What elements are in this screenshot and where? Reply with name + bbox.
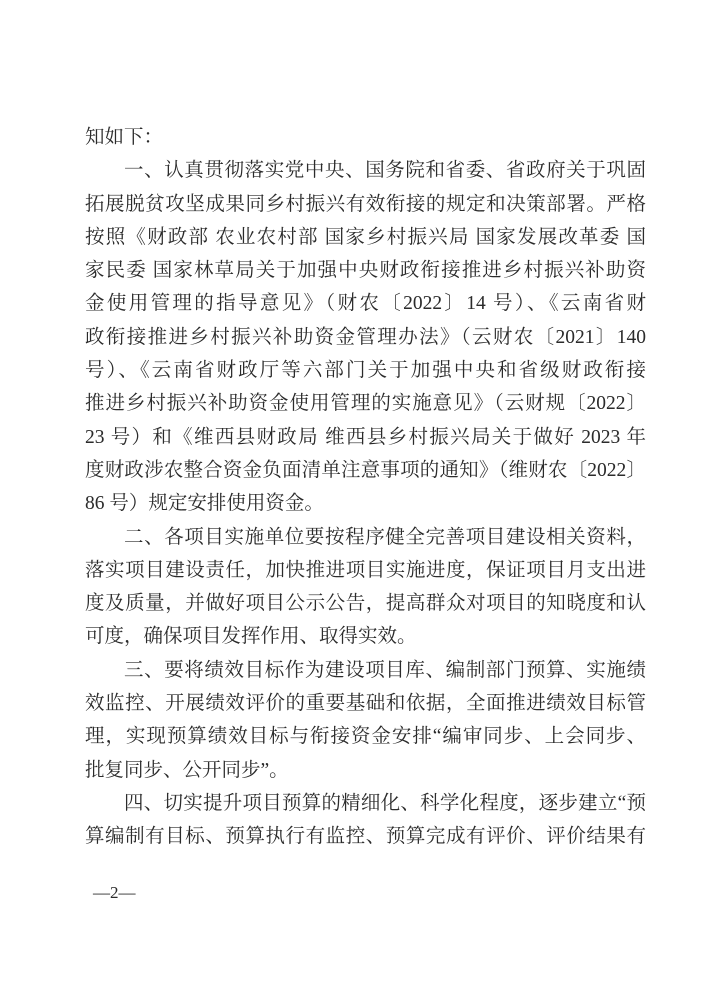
text-line: 落实项目建设责任，加快推进项目实施进度，保证项目月支出进 [85,559,646,581]
text-line: 知如下： [85,127,164,148]
body-text [85,121,646,854]
text-line: 三、要将绩效目标作为建设项目库、编制部门预算、实施绩 [124,659,646,681]
text-line: 一、认真贯彻落实党中央、国务院和省委、省政府关于巩固 [124,160,646,182]
text-line: 效监控、开展绩效评价的重要基础和依据，全面推进绩效目标管 [85,693,646,715]
paragraph-item-2 [85,521,646,654]
text-line: 金使用管理的指导意见》（财农〔2022〕14 号）、《云南省财 [85,293,646,315]
text-line: 按照《财政部 农业农村部 国家乡村振兴局 国家发展改革委 国 [85,226,646,248]
text-line: 理，实现预算绩效目标与衔接资金安排“编审同步、上会同步、 [85,726,646,748]
text-line: 拓展脱贫攻坚成果同乡村振兴有效衔接的规定和决策部署。严格 [85,193,646,215]
text-line: 二、各项目实施单位要按程序健全完善项目建设相关资料， [124,526,646,548]
page-number: —2— [93,883,136,902]
text-line: 家民委 国家林草局关于加强中央财政衔接推进乡村振兴补助资 [85,260,646,282]
paragraph-item-3 [85,654,646,787]
paragraph-item-4 [85,787,646,854]
text-line: 政衔接推进乡村振兴补助资金管理办法》（云财农〔2021〕140 [85,326,646,348]
text-line: 86 号）规定安排使用资金。 [85,493,324,515]
text-line: 四、切实提升项目预算的精细化、科学化程度，逐步建立“预 [124,792,646,814]
text-line: 算编制有目标、预算执行有监控、预算完成有评价、评价结果有 [85,826,646,848]
text-line: 度及质量，并做好项目公示公告，提高群众对项目的知晓度和认 [85,593,646,615]
text-line: 度财政涉农整合资金负面清单注意事项的通知》（维财农〔2022〕 [85,459,646,481]
text-line: 批复同步、公开同步”。 [85,759,289,781]
paragraph-item-1 [85,154,646,520]
text-line: 可度，确保项目发挥作用、取得实效。 [85,626,417,648]
text-line: 推进乡村振兴补助资金使用管理的实施意见》（云财规〔2022〕 [85,393,646,415]
text-line: 号）、《云南省财政厅等六部门关于加强中央和省级财政衔接 [85,360,646,382]
text-line: 23 号）和《维西县财政局 维西县乡村振兴局关于做好 2023 年 [85,426,646,448]
paragraph-continuation [85,121,646,154]
